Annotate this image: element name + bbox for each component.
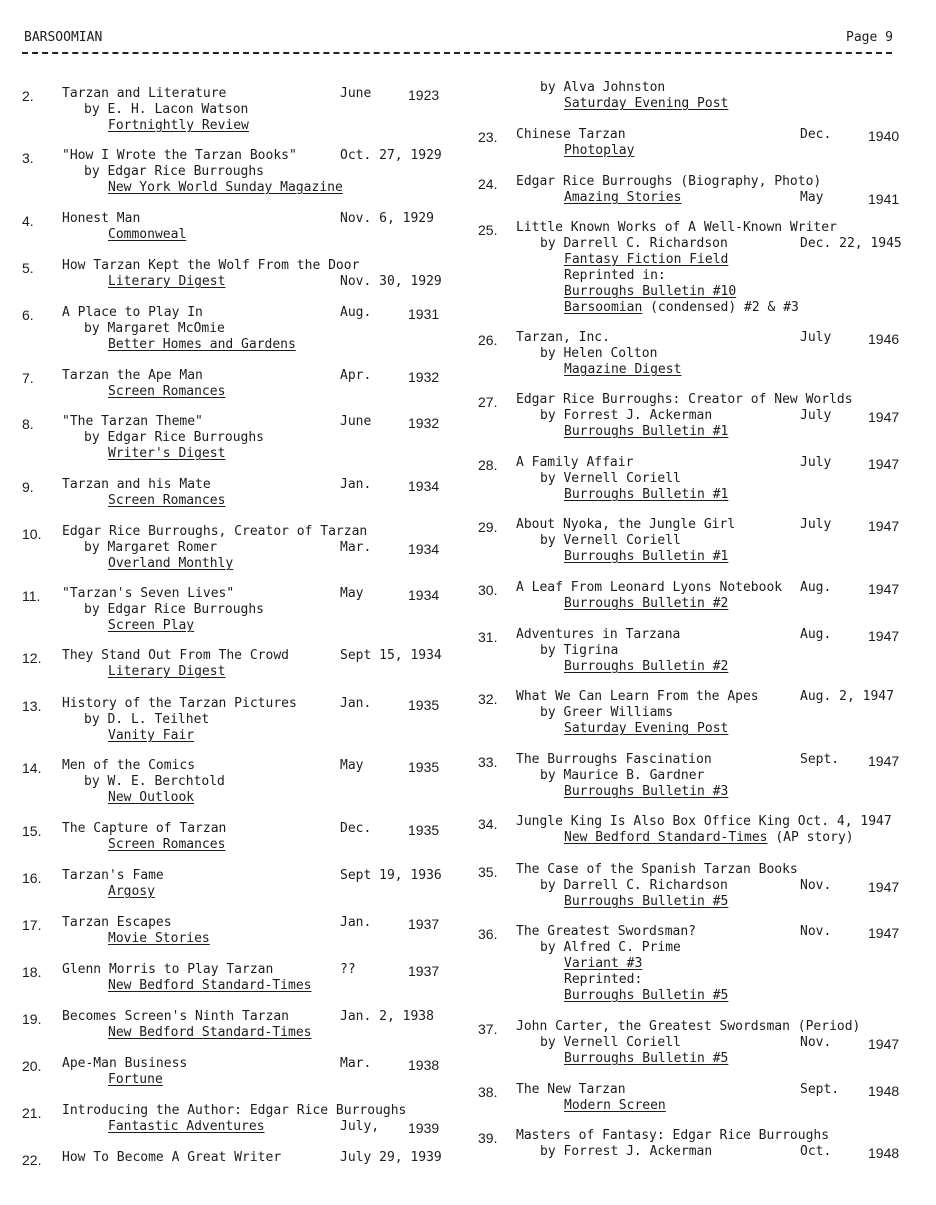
entry-author: by Maurice B. Gardner — [540, 768, 705, 783]
entry-date: Jan. 2, 1938 — [340, 1009, 434, 1024]
entry-source: Burroughs Bulletin #5 — [564, 894, 729, 909]
entry-date: Aug. — [800, 580, 832, 595]
entry-number: 32. — [478, 691, 498, 707]
entry-title: The Capture of Tarzan — [62, 821, 227, 836]
entry-number: 9. — [22, 479, 34, 495]
entry-title: Honest Man — [62, 211, 141, 226]
entry-title: History of the Tarzan Pictures — [62, 696, 297, 711]
entry-number: 8. — [22, 416, 34, 432]
entry-year: 1947 — [868, 1036, 900, 1052]
entry-date: Oct. 27, 1929 — [340, 148, 442, 163]
entry-source: New Bedford Standard-Times — [108, 1025, 312, 1040]
entry-number: 22. — [22, 1152, 42, 1168]
entry-source: Burroughs Bulletin #1 — [564, 424, 729, 439]
entry-date: Jan. — [340, 477, 372, 492]
entry-source: Screen Play — [108, 618, 195, 633]
entry-source: Fantastic Adventures — [108, 1119, 265, 1134]
entry-title: How Tarzan Kept the Wolf From the Door — [62, 258, 360, 273]
entry-number: 3. — [22, 150, 34, 166]
entry-title: They Stand Out From The Crowd — [62, 648, 289, 663]
entry-year: 1947 — [868, 581, 900, 597]
entry-number: 36. — [478, 926, 498, 942]
entry-number: 11. — [22, 588, 41, 604]
entry-date: Nov. — [800, 924, 832, 939]
entry-source: Burroughs Bulletin #2 — [564, 659, 729, 674]
entry-year: 1947 — [868, 925, 900, 941]
entry-number: 10. — [22, 526, 42, 542]
entry-number: 14. — [22, 760, 42, 776]
entry-date: Aug. — [800, 627, 832, 642]
entry-source: Burroughs Bulletin #1 — [564, 487, 729, 502]
entry-title: What We Can Learn From the Apes — [516, 689, 759, 704]
entry-date: Aug. 2, 1947 — [800, 689, 894, 704]
entry-year: 1935 — [408, 759, 440, 775]
entry-title: Edgar Rice Burroughs (Biography, Photo) — [516, 174, 822, 189]
entry-title: The Greatest Swordsman? — [516, 924, 697, 939]
entry-source: Fortnightly Review — [108, 118, 249, 133]
entry-title: A Leaf From Leonard Lyons Notebook — [516, 580, 783, 595]
entry-author: by W. E. Berchtold — [84, 774, 225, 789]
entry-year: 1947 — [868, 518, 900, 534]
entry-date: ?? — [340, 962, 356, 977]
entry-year: 1938 — [408, 1057, 440, 1073]
entry-source: Modern Screen — [564, 1098, 666, 1113]
entry-author: by Margaret McOmie — [84, 321, 225, 336]
entry-year: 1932 — [408, 415, 440, 431]
entry-source: Literary Digest — [108, 274, 226, 289]
entry-source: Burroughs Bulletin #2 — [564, 596, 729, 611]
entry-title: Tarzan the Ape Man — [62, 368, 203, 383]
entry-title: Tarzan Escapes — [62, 915, 172, 930]
entry-number: 19. — [22, 1011, 42, 1027]
entry-date: Sept. — [800, 1082, 840, 1097]
entry-title: Becomes Screen's Ninth Tarzan — [62, 1009, 289, 1024]
publication-title: BARSOOMIAN — [24, 30, 103, 45]
entry-date: Dec. — [800, 127, 832, 142]
entry-date: Nov. 6, 1929 — [340, 211, 434, 226]
entry-year: 1935 — [408, 697, 440, 713]
entry-date: Sept 19, 1936 — [340, 868, 442, 883]
entry-author: by D. L. Teilhet — [84, 712, 210, 727]
entry-title: John Carter, the Greatest Swordsman (Period) — [516, 1019, 861, 1034]
entry-source: Writer's Digest — [108, 446, 226, 461]
entry-source: Commonweal — [108, 227, 187, 242]
entry-date: Mar. — [340, 1056, 372, 1071]
entry-date: Dec. — [340, 821, 372, 836]
entry-author: by Alva Johnston — [540, 80, 666, 95]
entry-number: 29. — [478, 519, 498, 535]
entry-year: 1931 — [408, 306, 440, 322]
entry-source: Burroughs Bulletin #1 — [564, 549, 729, 564]
entry-date: July — [800, 330, 832, 345]
entry-date: June — [340, 414, 372, 429]
entry-date: Nov. — [800, 878, 832, 893]
entry-source: New Outlook — [108, 790, 195, 805]
page-number: Page 9 — [846, 30, 893, 45]
entry-author: by Edgar Rice Burroughs — [84, 430, 265, 445]
entry-source: Photoplay — [564, 143, 635, 158]
entry-author: by Darrell C. Richardson — [540, 878, 728, 893]
entry-date: May — [340, 758, 364, 773]
entry-source: Literary Digest — [108, 664, 226, 679]
entry-title: "Tarzan's Seven Lives" — [62, 586, 235, 601]
entry-author: by Greer Williams — [540, 705, 674, 720]
entry-date: Apr. — [340, 368, 372, 383]
entry-number: 12. — [22, 650, 42, 666]
entry-source: Movie Stories — [108, 931, 210, 946]
entry-source: Barsoomian (condensed) #2 & #3 — [564, 300, 799, 315]
entry-number: 2. — [22, 88, 34, 104]
entry-title: "How I Wrote the Tarzan Books" — [62, 148, 297, 163]
entry-author: by Forrest J. Ackerman — [540, 1144, 713, 1159]
entry-source: Vanity Fair — [108, 728, 195, 743]
entry-title: Tarzan's Fame — [62, 868, 164, 883]
entry-title: About Nyoka, the Jungle Girl — [516, 517, 736, 532]
entry-source: Burroughs Bulletin #5 — [564, 988, 729, 1003]
entry-source: Burroughs Bulletin #5 — [564, 1051, 729, 1066]
entry-number: 4. — [22, 213, 34, 229]
entry-source: Screen Romances — [108, 837, 226, 852]
entry-number: 38. — [478, 1084, 498, 1100]
entry-date: Dec. 22, 1945 — [800, 236, 902, 251]
entry-year: 1935 — [408, 822, 440, 838]
entry-author: by Helen Colton — [540, 346, 658, 361]
entry-date: Nov. — [800, 1035, 832, 1050]
entry-year: 1934 — [408, 587, 440, 603]
entry-year: 1948 — [868, 1083, 900, 1099]
entry-source: New Bedford Standard-Times — [108, 978, 312, 993]
entry-source: Variant #3 — [564, 956, 643, 971]
entry-date: July — [800, 517, 832, 532]
entry-source: Overland Monthly — [108, 556, 234, 571]
entry-title: The Burroughs Fascination — [516, 752, 712, 767]
entry-author: by E. H. Lacon Watson — [84, 102, 249, 117]
entry-date: Jan. — [340, 915, 372, 930]
entry-year: 1946 — [868, 331, 900, 347]
entry-title: A Family Affair — [516, 455, 634, 470]
entry-number: 28. — [478, 457, 498, 473]
entry-author: by Alfred C. Prime — [540, 940, 681, 955]
entry-date: Nov. 30, 1929 — [340, 274, 442, 289]
entry-title: Ape-Man Business — [62, 1056, 188, 1071]
entry-title: Edgar Rice Burroughs: Creator of New Worlds — [516, 392, 853, 407]
entry-author: by Vernell Coriell — [540, 471, 681, 486]
entry-source: Reprinted in: — [564, 268, 666, 283]
entry-year: 1947 — [868, 409, 900, 425]
entry-date: Aug. — [340, 305, 372, 320]
entry-title: Introducing the Author: Edgar Rice Burroughs — [62, 1103, 407, 1118]
entry-source: Saturday Evening Post — [564, 721, 729, 736]
entry-number: 7. — [22, 370, 34, 386]
entry-author: by Margaret Romer — [84, 540, 218, 555]
entry-number: 39. — [478, 1130, 498, 1146]
entry-number: 24. — [478, 176, 498, 192]
entry-year: 1937 — [408, 916, 440, 932]
entry-date: May — [340, 586, 364, 601]
entry-year: 1941 — [868, 191, 900, 207]
entry-year: 1934 — [408, 478, 440, 494]
entry-title: Tarzan and Literature — [62, 86, 227, 101]
entry-title: Masters of Fantasy: Edgar Rice Burroughs — [516, 1128, 830, 1143]
entry-date: Oct. — [800, 1144, 832, 1159]
entry-author: by Edgar Rice Burroughs — [84, 164, 265, 179]
entry-number: 23. — [478, 129, 498, 145]
entry-year: 1940 — [868, 128, 900, 144]
entry-title: Tarzan, Inc. — [516, 330, 610, 345]
entry-number: 37. — [478, 1021, 498, 1037]
entry-title: Jungle King Is Also Box Office King Oct. 4, 1947 — [516, 814, 892, 829]
entry-date: Jan. — [340, 696, 372, 711]
entry-author: by Vernell Coriell — [540, 1035, 681, 1050]
entry-date: July — [800, 408, 832, 423]
entry-date: July, — [340, 1119, 380, 1134]
entry-title: The New Tarzan — [516, 1082, 626, 1097]
entry-date: Sept 15, 1934 — [340, 648, 442, 663]
entry-title: Little Known Works of A Well-Known Writer — [516, 220, 837, 235]
entry-author: by Forrest J. Ackerman — [540, 408, 713, 423]
entry-date: May — [800, 190, 824, 205]
entry-title: Men of the Comics — [62, 758, 196, 773]
entry-author: by Tigrina — [540, 643, 619, 658]
entry-number: 27. — [478, 394, 498, 410]
entry-title: The Case of the Spanish Tarzan Books — [516, 862, 798, 877]
entry-source: Burroughs Bulletin #3 — [564, 784, 729, 799]
entry-number: 21. — [22, 1105, 42, 1121]
entry-title: Glenn Morris to Play Tarzan — [62, 962, 274, 977]
entry-year: 1947 — [868, 456, 900, 472]
entry-year: 1947 — [868, 628, 900, 644]
entry-number: 35. — [478, 864, 498, 880]
entry-year: 1937 — [408, 963, 440, 979]
entry-number: 16. — [22, 870, 42, 886]
entry-number: 20. — [22, 1058, 42, 1074]
entry-source: New York World Sunday Magazine — [108, 180, 343, 195]
entry-source: Saturday Evening Post — [564, 96, 729, 111]
entry-title: Tarzan and his Mate — [62, 477, 211, 492]
entry-year: 1934 — [408, 541, 440, 557]
entry-source: New Bedford Standard-Times (AP story) — [564, 830, 854, 845]
entry-number: 26. — [478, 332, 498, 348]
entry-date: Mar. — [340, 540, 372, 555]
entry-number: 31. — [478, 629, 498, 645]
entry-date: Sept. — [800, 752, 840, 767]
entry-source: Fantasy Fiction Field — [564, 252, 729, 267]
entry-number: 15. — [22, 823, 42, 839]
entry-date: June — [340, 86, 372, 101]
dashed-divider — [22, 52, 892, 54]
entry-source: Amazing Stories — [564, 190, 682, 205]
entry-source: Magazine Digest — [564, 362, 682, 377]
entry-source: Better Homes and Gardens — [108, 337, 296, 352]
entry-source: Fortune — [108, 1072, 163, 1087]
entry-number: 33. — [478, 754, 498, 770]
entry-year: 1947 — [868, 879, 900, 895]
entry-year: 1939 — [408, 1120, 440, 1136]
entry-year: 1932 — [408, 369, 440, 385]
entry-year: 1923 — [408, 87, 440, 103]
entry-year: 1947 — [868, 753, 900, 769]
entry-title: A Place to Play In — [62, 305, 203, 320]
entry-author: by Darrell C. Richardson — [540, 236, 728, 251]
entry-number: 13. — [22, 698, 42, 714]
entry-author: by Edgar Rice Burroughs — [84, 602, 265, 617]
entry-date: July — [800, 455, 832, 470]
entry-year: 1948 — [868, 1145, 900, 1161]
entry-source: Burroughs Bulletin #10 — [564, 284, 737, 299]
entry-number: 18. — [22, 964, 42, 980]
entry-date: July 29, 1939 — [340, 1150, 442, 1165]
entry-source: Argosy — [108, 884, 155, 899]
entry-number: 17. — [22, 917, 42, 933]
entry-title: Adventures in Tarzana — [516, 627, 681, 642]
entry-source: Reprinted: — [564, 972, 643, 987]
entry-source: Screen Romances — [108, 384, 226, 399]
entry-title: Edgar Rice Burroughs, Creator of Tarzan — [62, 524, 368, 539]
entry-title: Chinese Tarzan — [516, 127, 626, 142]
entry-number: 5. — [22, 260, 34, 276]
entry-number: 6. — [22, 307, 34, 323]
entry-author: by Vernell Coriell — [540, 533, 681, 548]
entry-title: "The Tarzan Theme" — [62, 414, 203, 429]
entry-title: How To Become A Great Writer — [62, 1150, 282, 1165]
entry-number: 30. — [478, 582, 498, 598]
entry-number: 34. — [478, 816, 498, 832]
entry-source: Screen Romances — [108, 493, 226, 508]
entry-number: 25. — [478, 222, 498, 238]
